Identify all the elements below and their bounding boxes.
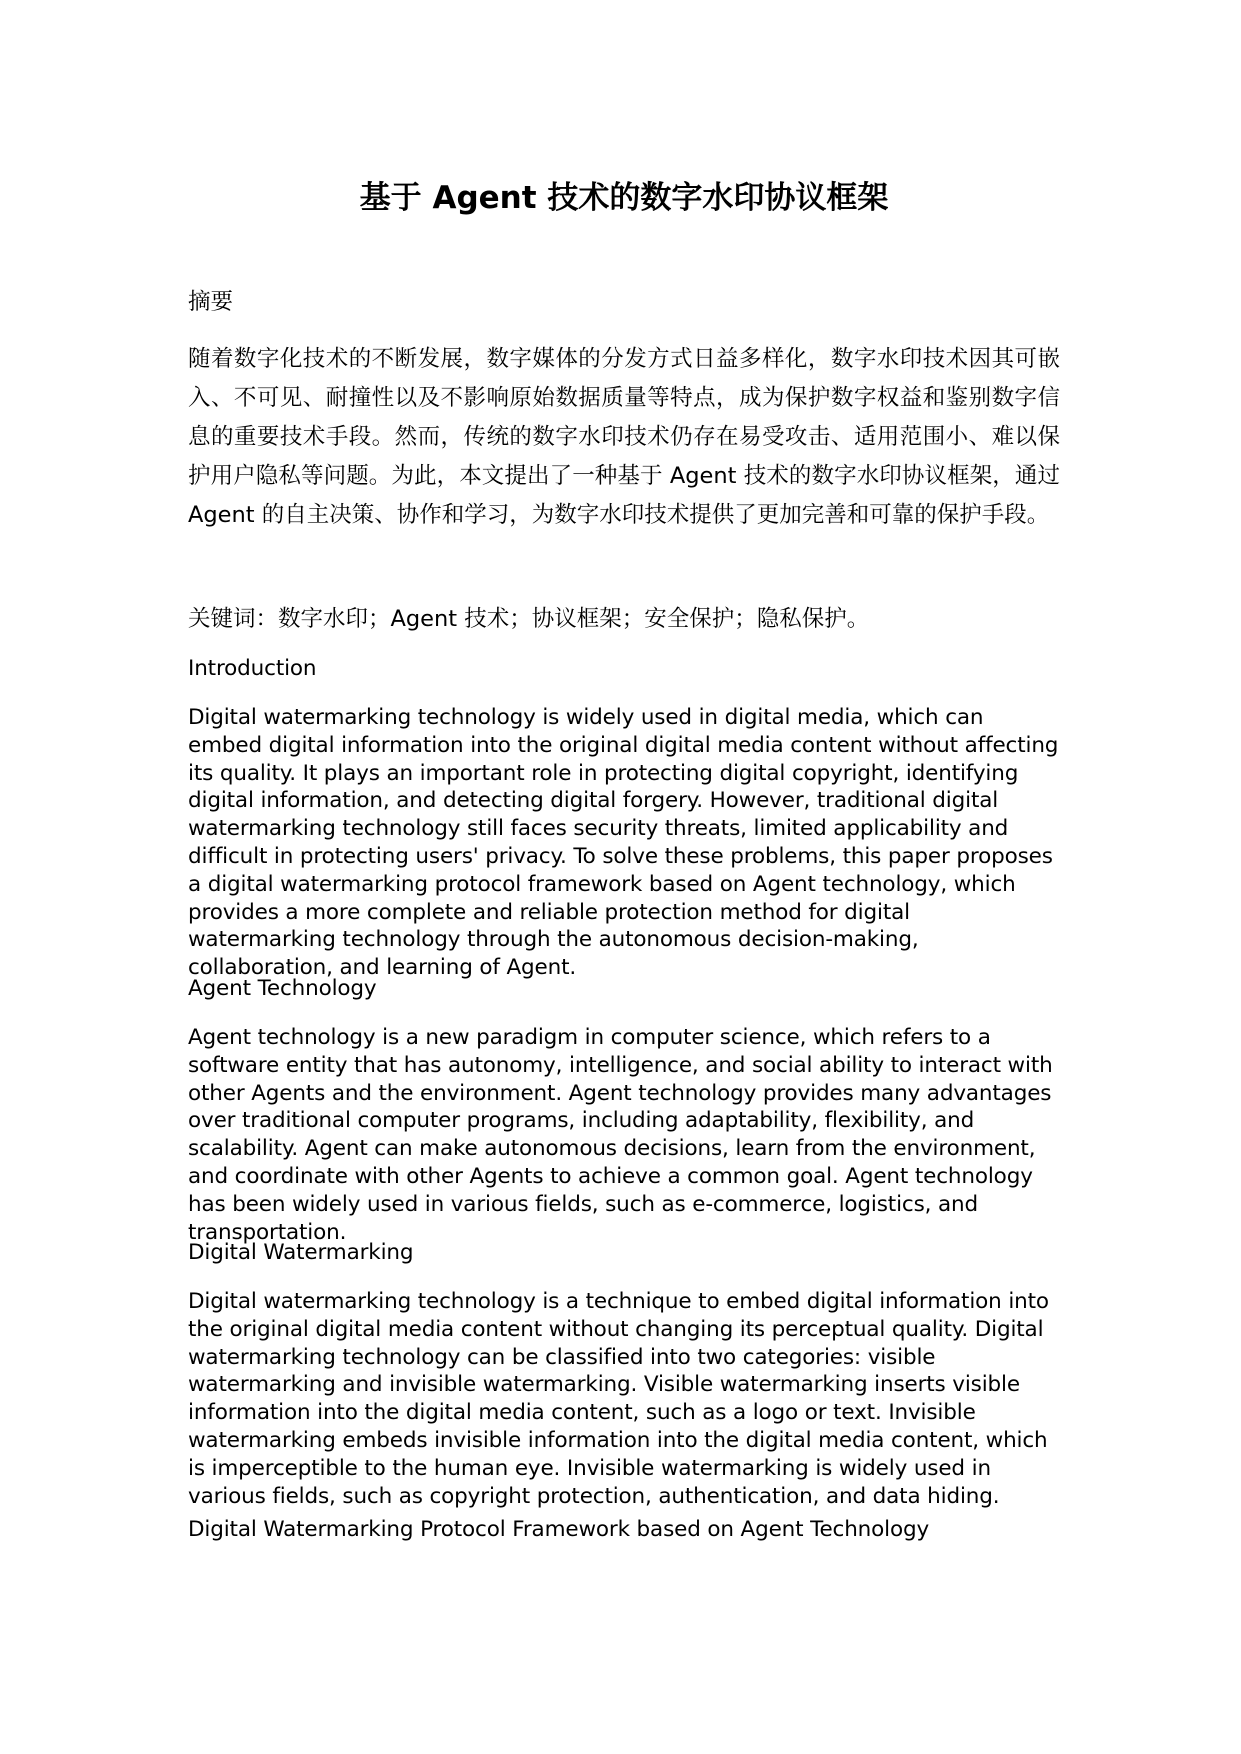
section-heading-digital-watermarking: Digital Watermarking [188,1240,414,1265]
section-heading-agent-technology: Agent Technology [188,976,377,1001]
abstract-heading: 摘要 [188,289,234,315]
section-heading-introduction: Introduction [188,656,317,681]
document-title: 基于 Agent 技术的数字水印协议框架 [359,180,889,216]
section-paragraph-agent-technology: Agent technology is a new paradigm in computer science, which refers to a software entity that has autonomy, intelligence, and social ability to interact with other Agents and the environment. Agent technology provides many advantages over traditional computer programs, including adaptability, flexibility, and scalability. Agent can make autonomous decisions, learn from the environment, and coordinate with other Agents to achieve a common goal. Agent technology has been widely used in various fields, such as e-commerce, logistics, and transportation. [188,1025,1053,1245]
section-heading-protocol-framework: Digital Watermarking Protocol Framework based on Agent Technology [188,1517,930,1542]
keywords-line: 关键词：数字水印；Agent 技术；协议框架；安全保护；隐私保护。 [188,606,870,632]
section-paragraph-digital-watermarking: Digital watermarking technology is a technique to embed digital information into the original digital media content without changing its perceptual quality. Digital watermarking technology can be classified into two categories: visible watermarking and invisible watermarking. Visible watermarking inserts visible information into the digital media content, such as a logo or text. Invisible watermarking embeds invisible information into the digital media content, which is imperceptible to the human eye. Invisible watermarking is widely used in various fields, such as copyright protection, authentication, and data hiding. [188,1289,1049,1509]
abstract-paragraph: 随着数字化技术的不断发展，数字媒体的分发方式日益多样化，数字水印技术因其可嵌入、不可见、耐撞性以及不影响原始数据质量等特点，成为保护数字权益和鉴别数字信息的重要技术手段。然而，传统的数字水印技术仍存在易受攻击、适用范围小、难以保护用户隐私等问题。为此，本文提出了一种基于 Agent 技术的数字水印协议框架，通过 Agent 的自主决策、协作和学习，为数字水印技术提供了更加完善和可靠的保护手段。 [188,346,1060,528]
section-paragraph-introduction: Digital watermarking technology is widely used in digital media, which can embed digital information into the original digital media content without affecting its quality. It plays an important role in protecting digital copyright, identifying digital information, and detecting digital forgery. However, traditional digital watermarking technology still faces security threats, limited applicability and difficult in protecting users' privacy. To solve these problems, this paper proposes a digital watermarking protocol framework based on Agent technology, which provides a more complete and reliable protection method for digital watermarking technology through the autonomous decision-making, collaboration, and learning of Agent. [188,705,1059,981]
